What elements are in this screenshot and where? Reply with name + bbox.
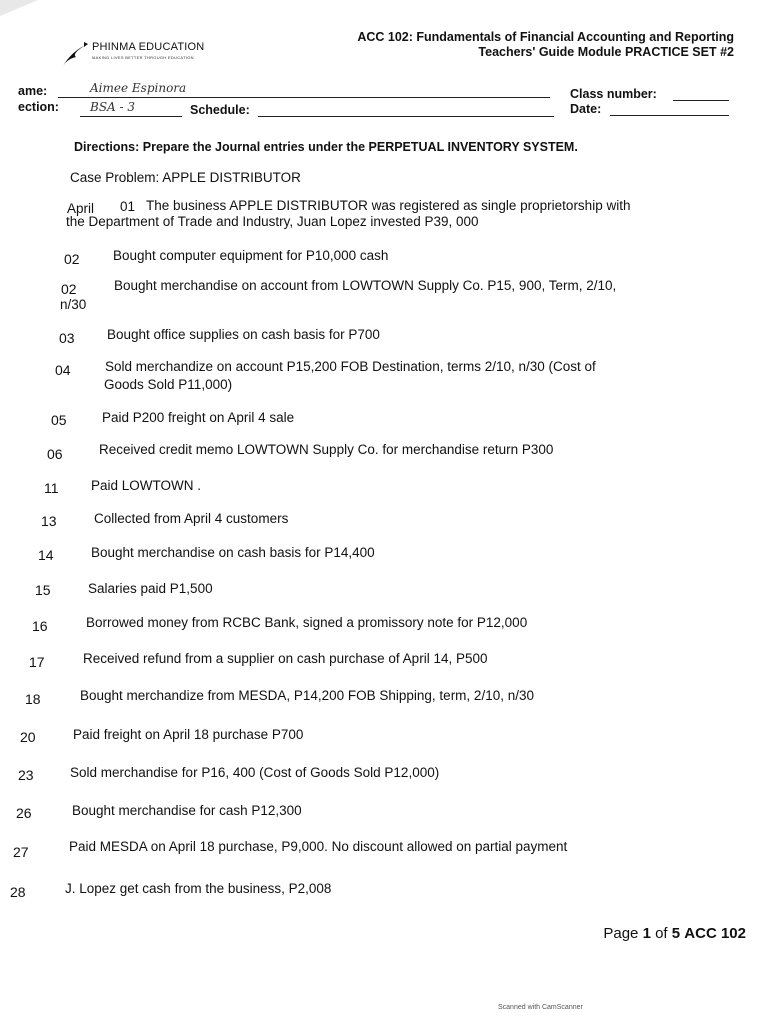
entry-text: Bought office supplies on cash basis for P700 bbox=[107, 327, 380, 342]
entry-day: 15 bbox=[35, 582, 51, 598]
entry-day: 26 bbox=[16, 805, 32, 821]
course-title: ACC 102: Fundamentals of Financial Accounting and Reporting bbox=[357, 30, 734, 44]
entry-text: Paid freight on April 18 purchase P700 bbox=[73, 727, 304, 742]
name-value: Aimee Espinora bbox=[90, 81, 187, 95]
logo-text: PHINMA EDUCATION bbox=[92, 41, 205, 53]
entry-day: 23 bbox=[18, 767, 34, 783]
entry-text: J. Lopez get cash from the business, P2,008 bbox=[65, 881, 332, 896]
date-underline bbox=[610, 115, 729, 116]
entry-day: 13 bbox=[41, 513, 57, 529]
entry-day: 17 bbox=[29, 654, 45, 670]
entry-text: Sold merchandize on account P15,200 FOB Destination, terms 2/10, n/30 (Cost of bbox=[105, 359, 596, 374]
class-number-label: Class number: bbox=[570, 87, 657, 101]
entry-text: Bought merchandise for cash P12,300 bbox=[72, 803, 302, 818]
name-label: ame: bbox=[18, 84, 48, 98]
section-underline bbox=[80, 116, 182, 117]
scan-corner-mark bbox=[0, 0, 40, 18]
entry-day: 06 bbox=[47, 446, 63, 462]
entry-text: Paid MESDA on April 18 purchase, P9,000. No discount allowed on partial payment bbox=[69, 839, 568, 854]
page-number: 1 bbox=[642, 925, 651, 942]
entry-day: 27 bbox=[13, 844, 29, 860]
entry-day: 05 bbox=[51, 412, 67, 428]
course-code: ACC 102 bbox=[684, 925, 746, 942]
directions: Directions: Prepare the Journal entries under the PERPETUAL INVENTORY SYSTEM. bbox=[74, 140, 578, 154]
entry-text-continued: n/30 bbox=[60, 297, 87, 312]
phinma-logo-icon bbox=[60, 42, 90, 70]
entry-day: 16 bbox=[32, 618, 48, 634]
intro-line1: The business APPLE DISTRIBUTOR was registered as single proprietorship with bbox=[146, 198, 631, 213]
entry-day: 20 bbox=[20, 729, 36, 745]
entry-text: Received refund from a supplier on cash purchase of April 14, P500 bbox=[83, 651, 488, 666]
entry-text: Bought computer equipment for P10,000 cash bbox=[113, 248, 389, 263]
entry-text: Paid LOWTOWN . bbox=[91, 478, 202, 493]
entry-day: 02 bbox=[64, 251, 80, 267]
schedule-label: Schedule: bbox=[190, 103, 250, 117]
section-value: BSA - 3 bbox=[90, 100, 136, 114]
entry-text: Salaries paid P1,500 bbox=[88, 581, 213, 596]
page-of-label: of bbox=[655, 925, 668, 942]
entry-day: 28 bbox=[10, 884, 26, 900]
class-number-underline bbox=[673, 100, 729, 101]
page-label: Page bbox=[603, 925, 639, 942]
entry-text: Borrowed money from RCBC Bank, signed a promissory note for P12,000 bbox=[86, 615, 528, 630]
case-problem: Case Problem: APPLE DISTRIBUTOR bbox=[70, 170, 301, 185]
scanner-watermark: Scanned with CamScanner bbox=[498, 1004, 583, 1011]
logo-subtext: MAKING LIVES BETTER THROUGH EDUCATION bbox=[92, 55, 194, 60]
section-label: ection: bbox=[18, 100, 59, 114]
entry-day: 02 bbox=[61, 281, 77, 297]
entry-day: 18 bbox=[25, 691, 41, 707]
intro-day: 01 bbox=[120, 199, 136, 214]
entry-day: 03 bbox=[59, 330, 75, 346]
entry-text: Sold merchandise for P16, 400 (Cost of Goods Sold P12,000) bbox=[70, 765, 440, 780]
page-footer bbox=[603, 925, 746, 942]
entry-day: 04 bbox=[55, 362, 71, 378]
intro-month: April bbox=[67, 201, 95, 216]
date-label: Date: bbox=[570, 102, 602, 116]
entry-day: 14 bbox=[38, 547, 54, 563]
entry-text: Bought merchandize from MESDA, P14,200 FOB Shipping, term, 2/10, n/30 bbox=[80, 688, 534, 703]
entry-text: Paid P200 freight on April 4 sale bbox=[102, 410, 295, 425]
entry-text-continued: Goods Sold P11,000) bbox=[104, 377, 233, 392]
entry-text: Bought merchandise on account from LOWTOWN Supply Co. P15, 900, Term, 2/10, bbox=[114, 278, 617, 293]
name-underline bbox=[58, 97, 550, 98]
intro-line2: the Department of Trade and Industry, Juan Lopez invested P39, 000 bbox=[66, 214, 479, 229]
entry-text: Collected from April 4 customers bbox=[94, 511, 289, 526]
entry-day: 11 bbox=[44, 480, 59, 496]
page-total: 5 bbox=[671, 925, 681, 942]
schedule-underline bbox=[258, 116, 554, 117]
entry-text: Bought merchandise on cash basis for P14,400 bbox=[91, 545, 375, 560]
guide-title: Teachers' Guide Module PRACTICE SET #2 bbox=[478, 45, 734, 59]
entry-text: Received credit memo LOWTOWN Supply Co. for merchandise return P300 bbox=[99, 442, 554, 457]
